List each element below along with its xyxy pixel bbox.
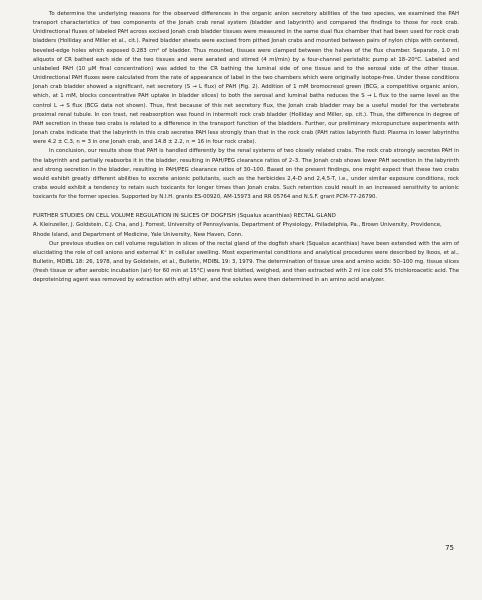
paragraph-pah-transport: To determine the underlying reasons for the observed differences in the organic anion secretory abilities of the two species, we examined the PAH transport characteristics of two components of the Jonah crab renal system (bladder and labyrinth) and compared the findings to those for rock crab. Unidirectional fluxes of labeled PAH across excised Jonah crab bladder tissues were measured in the same dual flux chamber that had been used for rock crab bladders (Holliday and Miller et al., cit.). Paired bladder sheets were excised from pithed Jonah crabs and mounted between pairs of nylon chips with centered, beveled-edge holes which exposed 0.283 cm² of bladder. Thus mounted, tissues were clamped between the halves of the flux chamber. Separate, 1.0 ml aliquots of CR bathed each side of the two tissues and were aerated and stirred (4 ml/min) by a four-channel peristaltic pump at 18–20°C. Labeled and unlabeled PAH (10 µM final concentration) was added to the CR bathing the luminal side of one tissue and to the serosal side of the other tissue. Unidirectional PAH fluxes were calculated from the rate of appearance of label in the two chambers which were originally isotope-free. Under these conditions Jonah crab bladder showed a significant, net secretory (S → L flux) of PAH (Fig. 2). Addition of 1 mM bromocresol green (BCG, a competitive organic anion, which, at 1 mM, blocks concentrative PAH uptake in bladder slices) to both the serosal and luminal baths reduces the S → L flux to the same level as the control L → S flux (BCG data not shown). Thus, first because of this net secretory flux, the Jonah crab bladder may be a useful model for the vertebrate proximal renal tubule. In con trast, net reabsorption was found in intermolt rock crab bladder (Holliday and Miller, op. cit.). Thus, the difference in degree of PAH secretion in these two crabs is related to a difference in the transport function of the bladders. Further, our preliminary micropuncture experiments with Jonah crabs indicate that the labyrinth in this crab secretes PAH less strongly than that in the rock crab (PAH ratios labyrinth fluid: Plasma in lower labyrinths were 4.2 ± C.3, n = 3 in one Jonah crab, and 14.8 ± 2.2, n = 16 in four rock crabs). (33, 11, 459, 146)
section-gap (33, 202, 459, 212)
page-number: 75 (445, 544, 454, 552)
paragraph-conclusion: In conclusion, our results show that PAH is handled differently by the renal systems of two closely related crabs. The rock crab strongly secretes PAH in the labyrinth and partially reabsorbs it in the bladder, resulting in PAH/PEG clearance ratios of 2–3. The Jonah crab shows lower PAH secretion in the labyrinth and strong secretion in the bladder, resulting in PAH/PEG clearance ratios of 30–100. Based on the present findings, one might expect that these two crabs would exhibit greatly different abilities to excrete anionic pollutants, such as the herbicides 2,4-D and 2,4,5-T, i.e., under similar exposure conditions, rock crabs would exhibit a tendency to retain such toxicants for longer times than Jonah crabs. Such retention could result in an increased sensitivity to anionic toxicants for the former species. Supported by N.I.H. grants ES-00920, AM-15973 and RR 05764 and N.S.F. grant PCM-77-26790. (33, 148, 459, 201)
paragraph-cell-volume: Our previous studies on cell volume regulation in slices of the rectal gland of the dogfish shark (Squalus acanthias) have been extended with the aim of elucidating the role of cell anions and external K⁺ in cellular swelling. Most experimental conditions and analytical procedures were described by Ikoos, et al., Bulletin, MDIBL 18: 26, 1978, and by Goldstein, et al., Bulletin, MDIBL 19: 3, 1979. The determination of tissue urea and amino acids: 50–100 mg. tissue slices (fresh tissue or after aerobic incubation (air) for 60 min at 15°C) were first blotted, weighed, and then extracted with 2 ml ice cold 5% trichloroacetic acid. The deproteinizing agent was removed by extraction with ethyl ether, and the solutes were then determined in an amino acid analyzer. (33, 240, 459, 284)
section-heading: FURTHER STUDIES ON CELL VOLUME REGULATION IN SLICES OF DOGFISH (Squalus acanthias) RECTAL GLAND (33, 213, 336, 220)
author-affiliations: A. Kleinzeller, J. Goldstein, C.J. Cha, and J. Forrest, University of Pennsylvania, Department of Physiology, Philadelphia, Pa., Brown University, Providence, Rhode Island, and Department of Medicine, Yale University, New Haven, Conn. (33, 222, 442, 238)
